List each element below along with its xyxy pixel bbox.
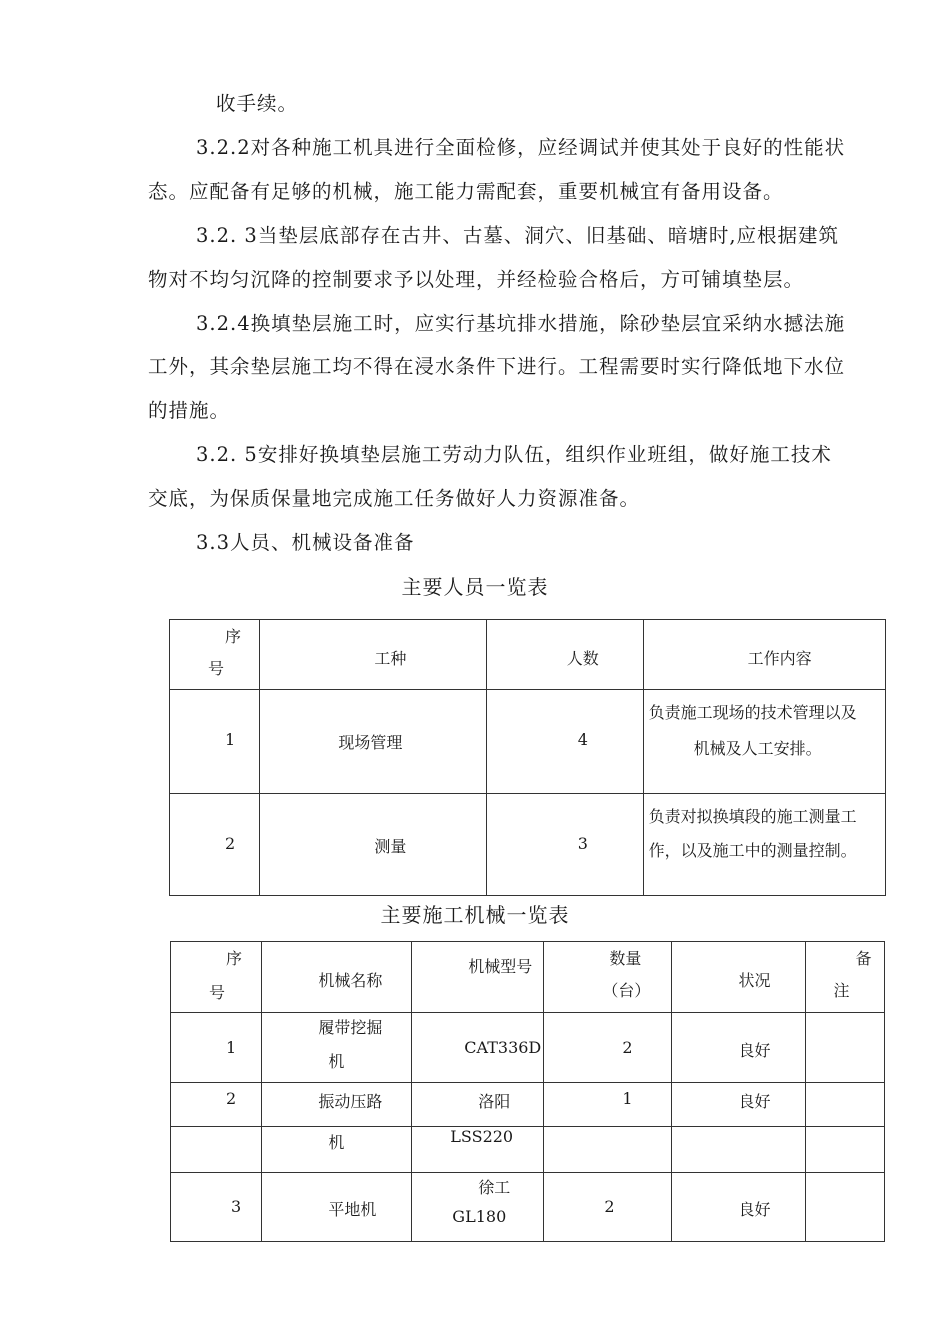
cell-name — [262, 1173, 412, 1242]
header-model — [412, 942, 544, 1013]
cell-name-line2: 机 — [328, 1052, 345, 1071]
paragraph-line: 3.2. 3当垫层底部存在古井、古墓、洞穴、旧基础、暗塘时,应根据建筑 — [196, 224, 840, 247]
cell-seq-value: 2 — [226, 1089, 237, 1108]
header-type-label: 工种 — [374, 649, 407, 668]
table-header-row — [171, 942, 885, 1013]
header-count-label: 人数 — [566, 649, 599, 668]
paragraph-line: 物对不均匀沉降的控制要求予以处理，并经检验合格后，方可铺填垫层。 — [148, 268, 805, 291]
cell-content-line1: 负责施工现场的技术管理以及 — [648, 703, 857, 722]
cell-name-line1: 履带挖掘 — [318, 1018, 383, 1037]
cell-content-line2: 作，以及施工中的测量控制。 — [648, 841, 857, 860]
cell-model — [412, 1013, 544, 1083]
personnel-table — [169, 619, 886, 896]
cell-note — [805, 1173, 884, 1242]
header-seq-line2: 号 — [209, 983, 226, 1002]
cell-qty-value: 1 — [622, 1089, 633, 1108]
header-note-line1: 备 — [855, 949, 872, 968]
header-name — [262, 942, 412, 1013]
cell-seq — [170, 794, 260, 896]
cell-note — [805, 1083, 884, 1127]
cell-model — [412, 1127, 544, 1173]
header-content-label: 工作内容 — [747, 649, 812, 668]
header-note — [805, 942, 884, 1013]
cell-name — [262, 1083, 412, 1127]
header-seq-line1: 序 — [225, 627, 242, 646]
table-row — [170, 794, 886, 896]
paragraph-line: 交底，为保质保量地完成施工任务做好人力资源准备。 — [148, 487, 641, 510]
paragraph-line: 3.2. 5安排好换填垫层施工劳动力队伍，组织作业班组，做好施工技术 — [196, 443, 832, 466]
header-status — [672, 942, 805, 1013]
cell-qty — [544, 1173, 672, 1242]
cell-count-value: 4 — [577, 730, 588, 749]
section-heading: 3.3人员、机械设备准备 — [196, 531, 415, 554]
cell-status — [672, 1013, 805, 1083]
cell-type-value: 测量 — [374, 837, 407, 856]
table-row — [171, 1013, 885, 1083]
cell-seq-value: 1 — [225, 730, 236, 749]
cell-model — [412, 1173, 544, 1242]
paragraph-line: 态。应配备有足够的机械，施工能力需配套，重要机械宜有备用设备。 — [148, 180, 784, 203]
cell-seq — [170, 690, 260, 794]
paragraph-line: 3.2.2对各种施工机具进行全面检修，应经调试并使其处于良好的性能状 — [196, 136, 846, 159]
paragraph-line: 3.2.4换填垫层施工时，应实行基坑排水措施，除砂垫层宜采纳水撼法施 — [196, 312, 846, 335]
header-content — [643, 620, 885, 690]
personnel-table-caption: 主要人员一览表 — [401, 575, 549, 599]
cell-content-line1: 负责对拟换填段的施工测量工 — [648, 807, 857, 826]
header-seq — [170, 620, 260, 690]
header-model-label: 机械型号 — [468, 957, 533, 976]
cell-seq — [171, 1083, 262, 1127]
cell-qty-value: 2 — [604, 1197, 615, 1216]
table-row — [171, 1173, 885, 1242]
cell-status — [672, 1173, 805, 1242]
cell-model-line2: GL180 — [452, 1207, 507, 1226]
cell-name — [262, 1127, 412, 1173]
header-status-label: 状况 — [738, 971, 771, 990]
cell-status-value: 良好 — [738, 1041, 771, 1060]
header-count — [486, 620, 643, 690]
header-note-line2: 注 — [833, 981, 850, 1000]
header-qty-line1: 数量 — [609, 949, 642, 968]
machinery-table — [170, 941, 885, 1242]
cell-qty — [544, 1013, 672, 1083]
cell-seq — [171, 1127, 262, 1173]
cell-seq-value: 2 — [225, 834, 236, 853]
cell-note — [805, 1127, 884, 1173]
cell-model-value: 洛阳 — [478, 1092, 511, 1111]
cell-status-value: 良好 — [738, 1200, 771, 1219]
cell-status-value: 良好 — [738, 1092, 771, 1111]
paragraph-line: 收手续。 — [216, 92, 299, 115]
header-seq-line2: 号 — [208, 659, 225, 678]
cell-qty-value: 2 — [622, 1038, 633, 1057]
cell-seq-value: 1 — [226, 1038, 237, 1057]
cell-model — [412, 1083, 544, 1127]
cell-seq — [171, 1173, 262, 1242]
cell-type — [260, 690, 486, 794]
header-seq-line1: 序 — [226, 949, 243, 968]
table-header-row — [170, 620, 886, 690]
paragraph-line: 的措施。 — [148, 399, 231, 422]
cell-type-value: 现场管理 — [338, 733, 403, 752]
header-type — [260, 620, 486, 690]
cell-name — [262, 1013, 412, 1083]
table-row — [171, 1127, 885, 1173]
cell-seq-value: 3 — [231, 1197, 242, 1216]
header-seq — [171, 942, 262, 1013]
header-name-label: 机械名称 — [318, 971, 383, 990]
cell-name-value: 机 — [328, 1133, 345, 1152]
table-row — [171, 1083, 885, 1127]
cell-name-value: 平地机 — [328, 1200, 377, 1219]
cell-content — [643, 690, 885, 794]
header-qty-line2: （台） — [602, 981, 651, 1000]
cell-seq — [171, 1013, 262, 1083]
cell-model-value: LSS220 — [450, 1127, 514, 1146]
cell-type — [260, 794, 486, 896]
cell-qty — [544, 1127, 672, 1173]
cell-qty — [544, 1083, 672, 1127]
table-row — [170, 690, 886, 794]
cell-count-value: 3 — [577, 834, 588, 853]
cell-content — [643, 794, 885, 896]
header-qty — [544, 942, 672, 1013]
cell-count — [486, 690, 643, 794]
paragraph-line: 工外，其余垫层施工均不得在浸水条件下进行。工程需要时实行降低地下水位 — [148, 355, 846, 378]
cell-model-value: CAT336D — [464, 1038, 542, 1057]
cell-count — [486, 794, 643, 896]
cell-name-value: 振动压路 — [318, 1092, 383, 1111]
cell-status — [672, 1083, 805, 1127]
cell-status — [672, 1127, 805, 1173]
cell-content-line2: 机械及人工安排。 — [693, 739, 822, 758]
machinery-table-caption: 主要施工机械一览表 — [380, 903, 570, 927]
cell-note — [805, 1013, 884, 1083]
cell-model-line1: 徐工 — [478, 1178, 511, 1197]
